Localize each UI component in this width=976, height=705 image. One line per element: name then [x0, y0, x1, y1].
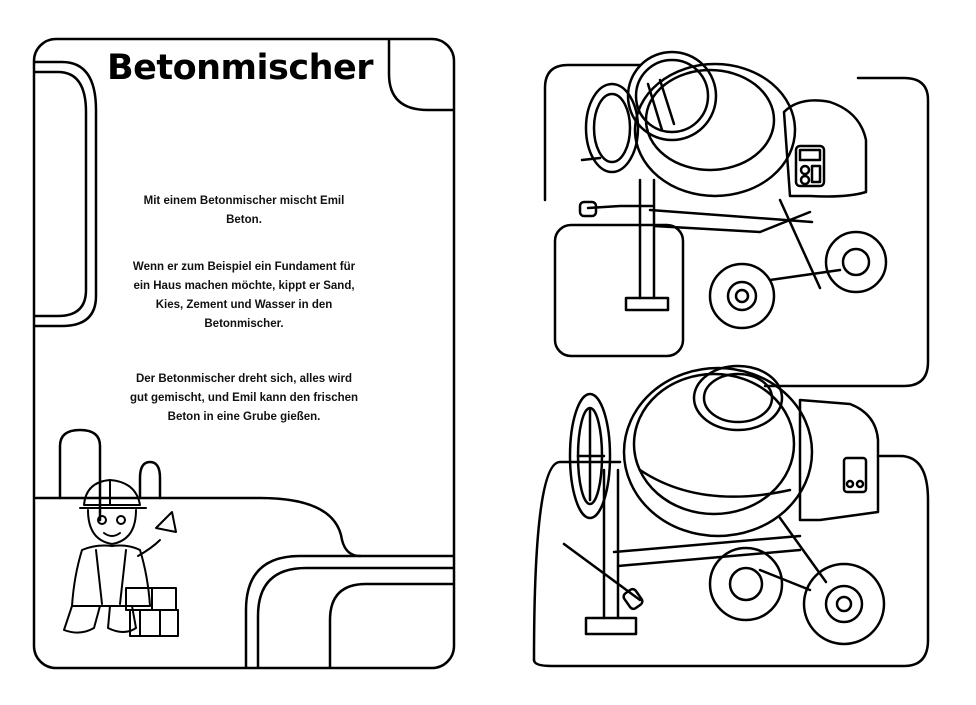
- concrete-mixer-top-illustration: [580, 52, 886, 328]
- page-title: Betonmischer: [106, 48, 374, 88]
- paragraph-ingredients: Wenn er zum Beispiel ein Fundament für ein Haus machen möchte, kippt er Sand, Kies, Zement und Wasser in den Betonmischer.: [132, 261, 356, 330]
- concrete-mixer-bottom-illustration: [564, 366, 884, 644]
- paragraph-mixing: Der Betonmischer dreht sich, alles wird gut gemischt, und Emil kann den frischen Beton in eine Grube gießen.: [129, 373, 359, 423]
- paragraph-intro: Mit einem Betonmischer mischt Emil Beton.: [143, 195, 345, 226]
- construction-worker-illustration: [64, 480, 178, 636]
- left-panel-frame: [34, 39, 454, 668]
